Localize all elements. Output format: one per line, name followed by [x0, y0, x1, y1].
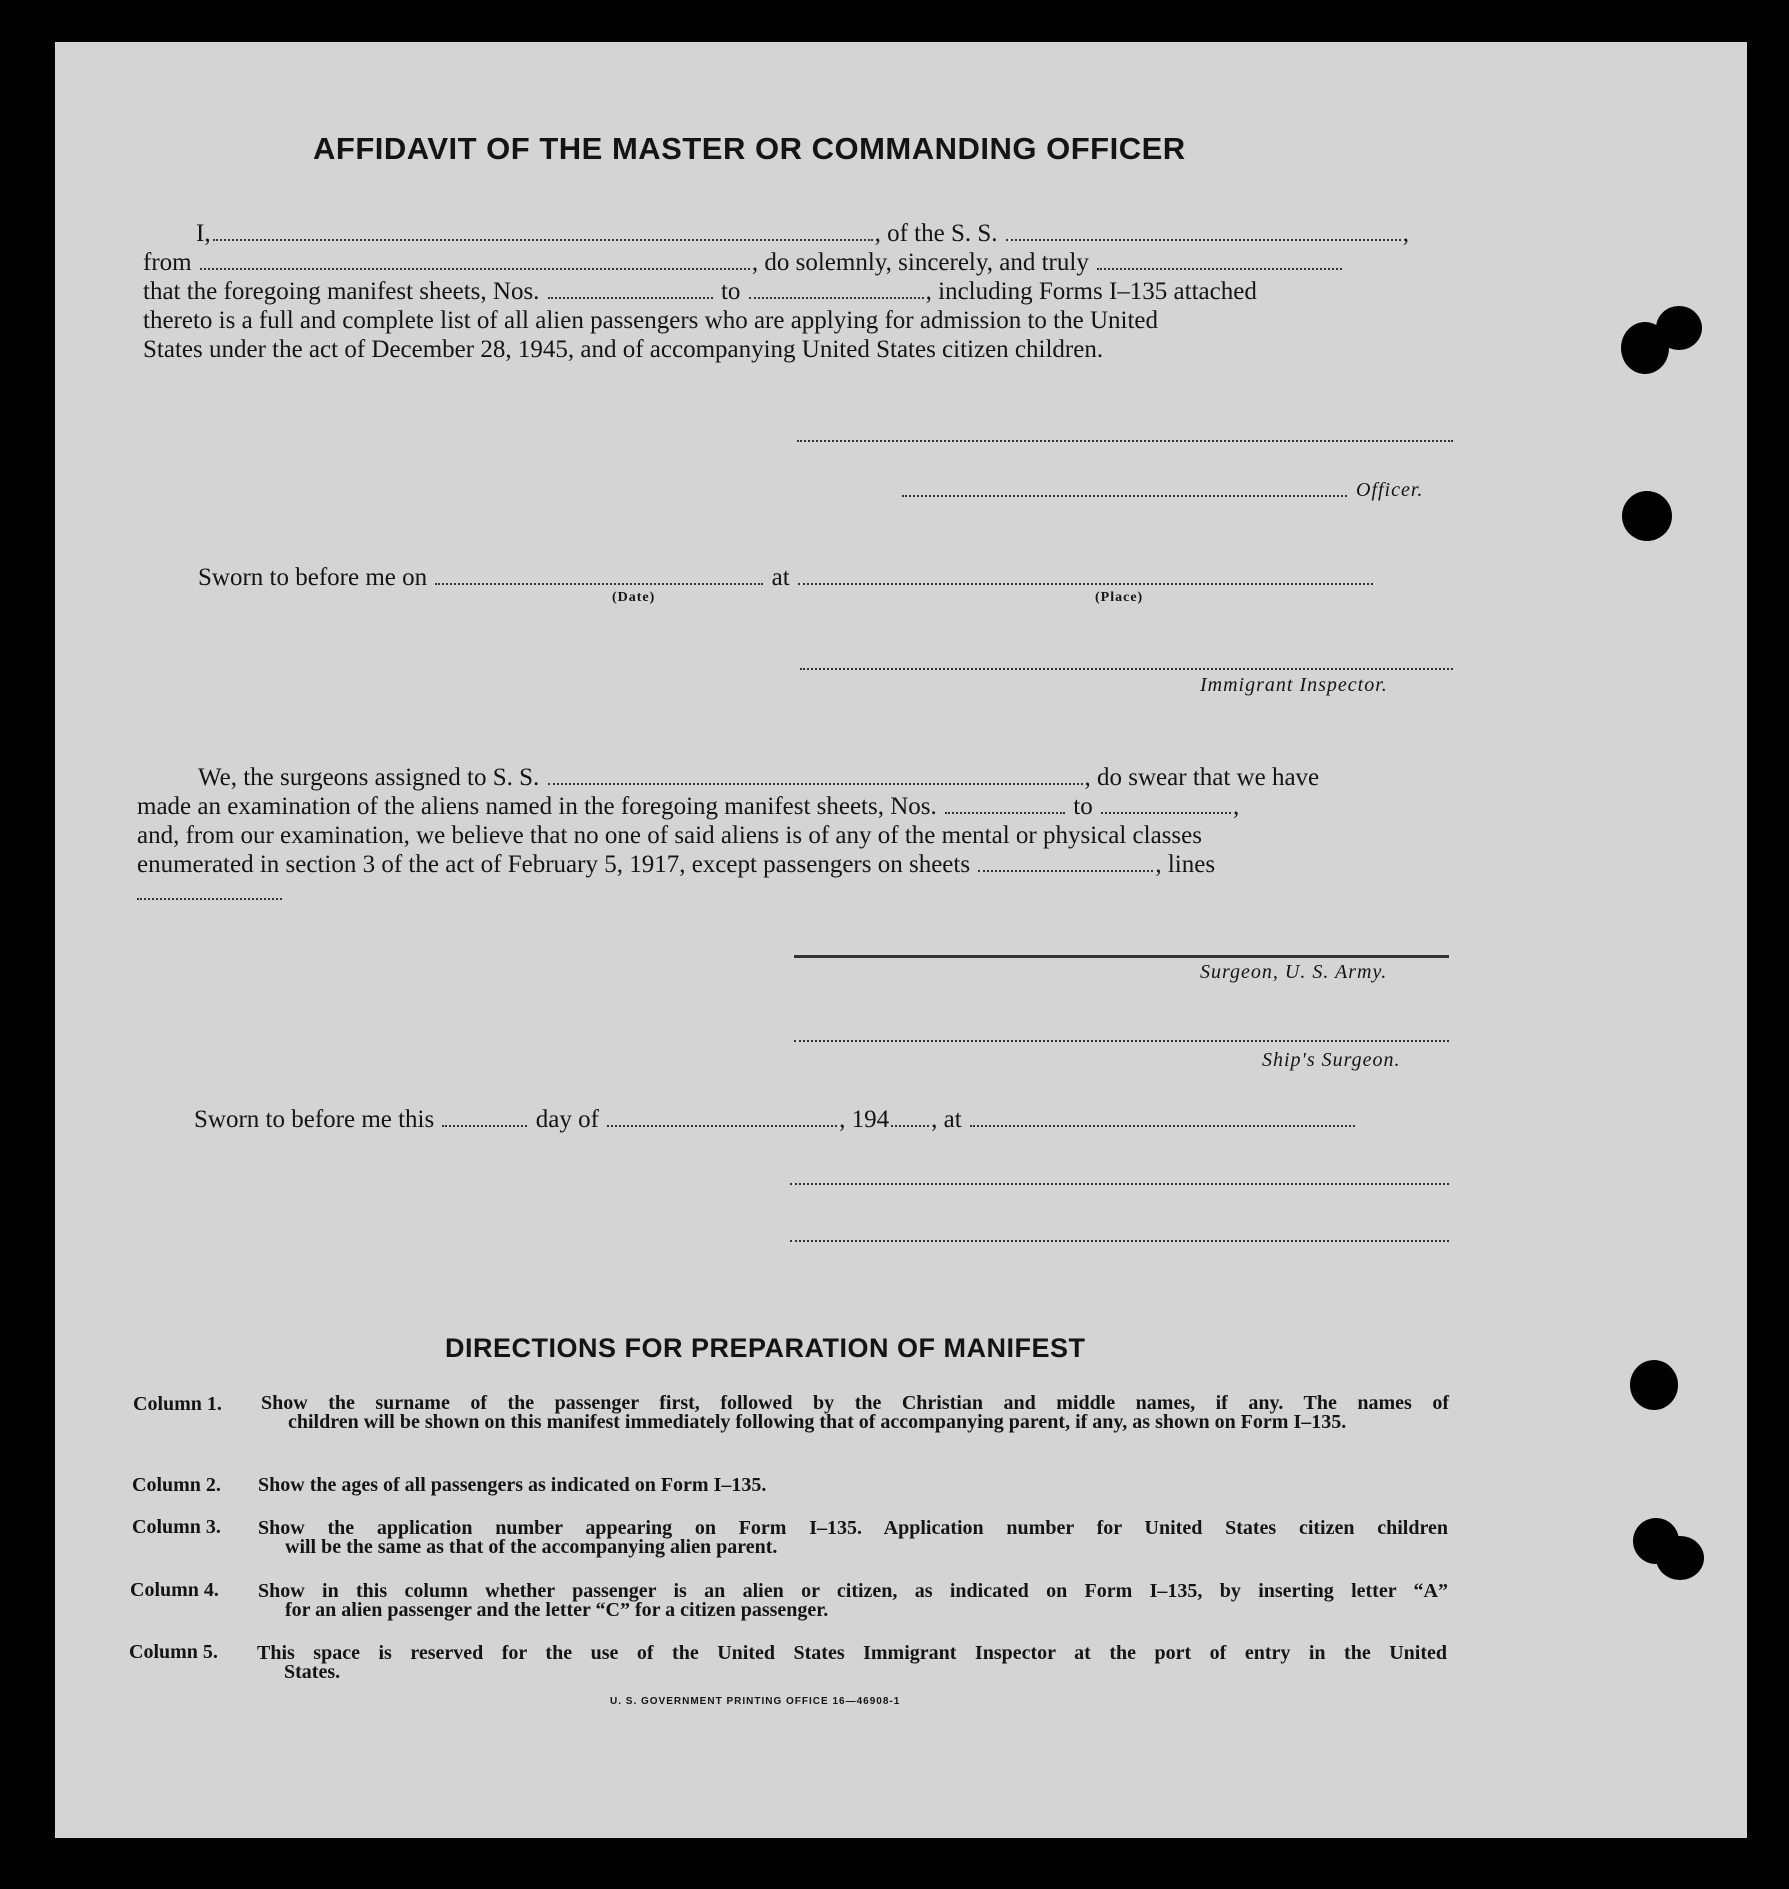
column-4-label: Column 4.	[130, 1579, 219, 1601]
exception-sheets-field[interactable]	[978, 870, 1153, 872]
army-surgeon-signature-line[interactable]	[794, 955, 1449, 958]
column-3-text: Show the application number appearing on Form I–135. Application number for United States citizen children will be the same as that of the accompanying alien parent.	[258, 1517, 1448, 1558]
column-4-text: Show in this column whether passenger is an alien or citizen, as indicated on Form I–135, by inserting letter “A” for an alien passenger and the letter “C” for a citizen passenger.	[258, 1580, 1448, 1621]
master-line-1: I, , of the S. S. ,	[196, 220, 1410, 247]
sworn-month-field[interactable]	[607, 1125, 837, 1127]
sworn-day-field[interactable]	[442, 1125, 527, 1127]
column-1-text: Show the surname of the passenger first, followed by the Christian and middle names, if any. The names of children will be shown on this manifest immediately following that of accompanying parent, if any, as shown on Form I–135.	[261, 1392, 1449, 1433]
sworn-place-field[interactable]	[798, 583, 1373, 585]
place-caption: (Place)	[1095, 590, 1144, 605]
punch-hole	[1656, 306, 1702, 350]
surgeons-sheets-to-field[interactable]	[1101, 812, 1231, 814]
column-2-label: Column 2.	[132, 1474, 221, 1496]
sheets-from-field[interactable]	[548, 297, 713, 299]
ship-surgeon-signature-line[interactable]	[794, 1040, 1449, 1042]
column-3-label: Column 3.	[132, 1516, 221, 1538]
army-surgeon-caption: Surgeon, U. S. Army.	[1200, 961, 1388, 983]
column-2-text: Show the ages of all passengers as indicated on Form I–135.	[258, 1474, 767, 1496]
sworn-day-line: Sworn to before me this day of , 194 , at	[194, 1107, 1357, 1132]
ship-surgeon-caption: Ship's Surgeon.	[1262, 1049, 1401, 1071]
directions-title: DIRECTIONS FOR PREPARATION OF MANIFEST	[445, 1333, 1086, 1363]
sworn-place-field-2[interactable]	[970, 1125, 1355, 1127]
officer-signature-line[interactable]	[797, 440, 1453, 442]
sworn-signature-line-1[interactable]	[790, 1183, 1449, 1185]
master-line-3: that the foregoing manifest sheets, Nos. to , including Forms I–135 attached	[143, 278, 1257, 305]
master-line-5: States under the act of December 28, 1945, and of accompanying United States citizen children.	[143, 336, 1104, 363]
column-5-text: This space is reserved for the use of the United States Immigrant Inspector at the port of entry in the United States.	[257, 1642, 1447, 1683]
from-port-field[interactable]	[200, 268, 750, 270]
sworn-signature-line-2[interactable]	[790, 1240, 1449, 1242]
surgeons-line-4: enumerated in section 3 of the act of February 5, 1917, except passengers on sheets , lines	[137, 851, 1216, 878]
master-name-field[interactable]	[213, 239, 873, 241]
punch-hole	[1622, 491, 1672, 541]
page-title: AFFIDAVIT OF THE MASTER OR COMMANDING OFFICER	[313, 131, 1186, 166]
surgeons-line-2: made an examination of the aliens named in the foregoing manifest sheets, Nos. to ,	[137, 793, 1240, 820]
surgeons-line-3: and, from our examination, we believe that no one of said aliens is of any of the mental or physical classes	[137, 822, 1202, 849]
inspector-signature-line[interactable]	[800, 668, 1453, 670]
column-5-label: Column 5.	[129, 1641, 218, 1663]
sworn-date-field[interactable]	[435, 583, 763, 585]
sworn-date-line: Sworn to before me on at	[198, 565, 1375, 590]
sheets-to-field[interactable]	[749, 297, 924, 299]
officer-title-line[interactable]	[902, 495, 1347, 497]
surgeons-ship-field[interactable]	[548, 783, 1083, 785]
sworn-year-field[interactable]	[891, 1125, 929, 1127]
ship-name-field[interactable]	[1006, 239, 1401, 241]
column-1-label: Column 1.	[133, 1393, 222, 1415]
master-line-4: thereto is a full and complete list of all alien passengers who are applying for admission to the United	[143, 307, 1159, 334]
oath-field[interactable]	[1097, 268, 1342, 270]
surgeons-sheets-from-field[interactable]	[945, 812, 1065, 814]
surgeons-line-1: We, the surgeons assigned to S. S. , do swear that we have	[198, 764, 1320, 791]
punch-hole	[1630, 1360, 1678, 1410]
punch-hole	[1656, 1536, 1704, 1580]
exception-lines-field[interactable]	[137, 898, 282, 900]
date-caption: (Date)	[612, 590, 656, 605]
printing-office-footer: U. S. GOVERNMENT PRINTING OFFICE 16—46908-1	[610, 1696, 901, 1707]
inspector-caption: Immigrant Inspector.	[1200, 674, 1388, 696]
officer-caption: Officer.	[1356, 479, 1424, 501]
master-line-2: from , do solemnly, sincerely, and truly	[143, 250, 1344, 275]
